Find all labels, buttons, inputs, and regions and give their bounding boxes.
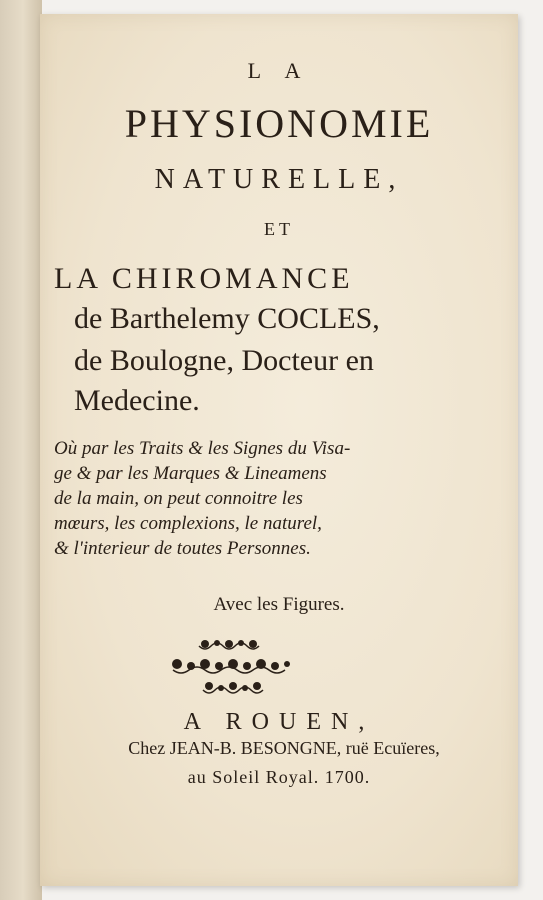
description-line: mœurs, les complexions, le naturel, xyxy=(54,513,322,534)
title-main: PHYSIONOMIE xyxy=(124,101,434,146)
description-line: ge & par les Marques & Lineamens xyxy=(54,463,327,484)
title-naturelle: NATURELLE, xyxy=(154,164,404,195)
description-line: de la main, on peut connoitre les xyxy=(54,488,303,509)
printers-ornament xyxy=(165,634,295,700)
title-article: L A xyxy=(247,58,311,83)
imprint-place: A ROUEN, xyxy=(183,709,375,735)
author-profession: Medecine. xyxy=(74,384,200,417)
description-block xyxy=(54,436,504,561)
description-line: Où par les Traits & les Signes du Visa- xyxy=(54,438,351,459)
title-conjunction: ET xyxy=(264,219,294,239)
book-spine-edge xyxy=(0,0,42,900)
figures-note: Avec les Figures. xyxy=(213,594,345,615)
imprint-date: au Soleil Royal. 1700. xyxy=(187,767,371,787)
title-chiromance: LA CHIROMANCE xyxy=(54,262,354,295)
description-line: & l'interieur de toutes Personnes. xyxy=(54,538,311,559)
author-name: de Barthelemy COCLES, xyxy=(74,302,380,335)
author-origin: de Boulogne, Docteur en xyxy=(74,344,374,377)
imprint-printer: Chez JEAN-B. BESONGNE, ruë Ecuïeres, xyxy=(128,738,440,758)
title-page xyxy=(40,14,518,886)
